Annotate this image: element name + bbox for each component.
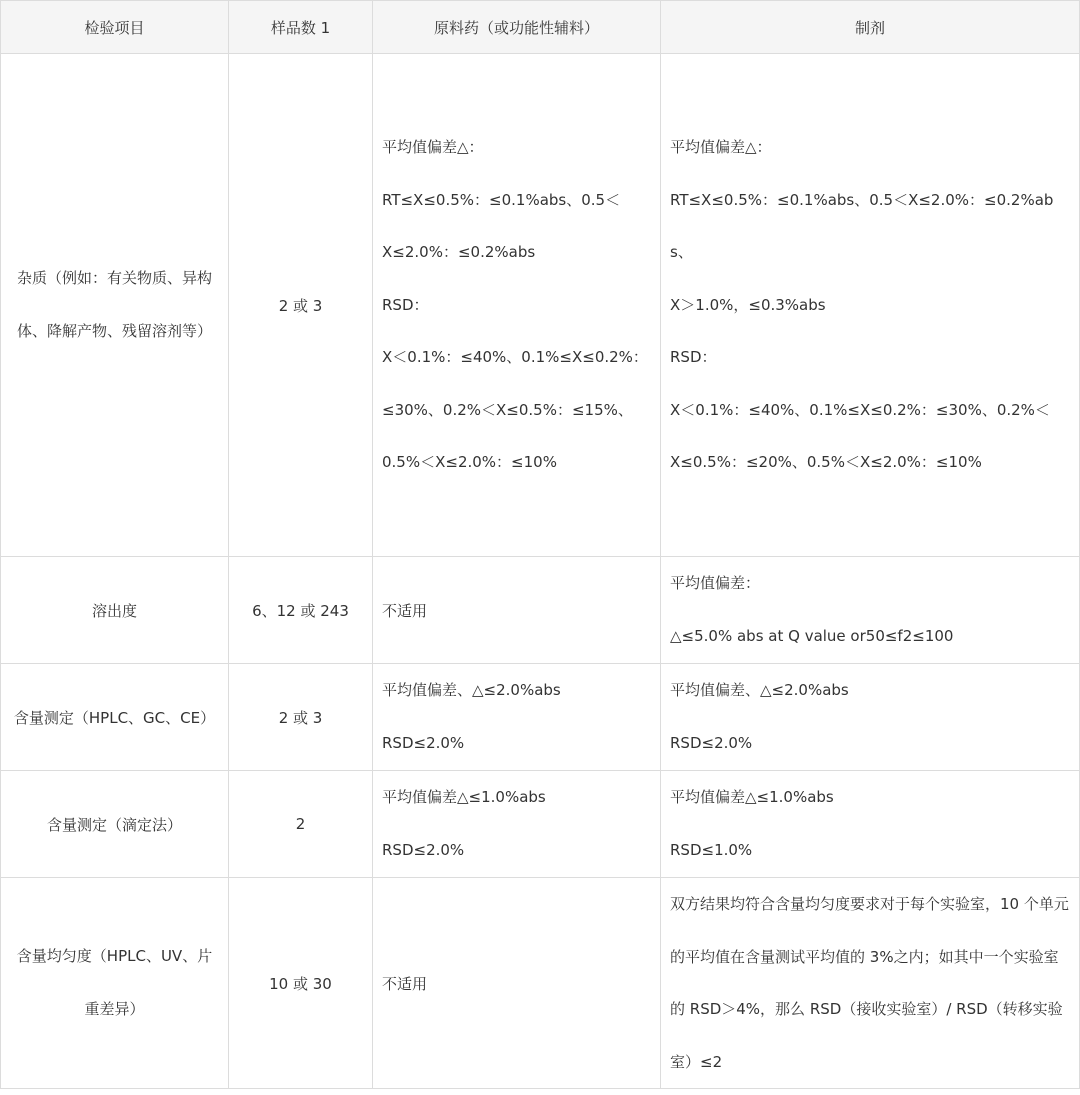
cell-line: RSD≤2.0% — [382, 841, 465, 859]
cell-product-criteria — [661, 664, 1080, 771]
cell-line: 的 RSD＞4%，那么 RSD（接收实验室）/ RSD（转移实验 — [670, 1000, 1063, 1018]
cell-sample-count: 2 或 3 — [229, 664, 373, 771]
cell-product-criteria — [661, 54, 1080, 557]
cell-test-item: 溶出度 — [1, 557, 229, 664]
cell-line: 杂质（例如：有关物质、异构 — [16, 269, 212, 287]
cell-line: 平均值偏差、△≤2.0%abs — [382, 681, 561, 699]
header-test-item: 检验项目 — [1, 1, 229, 54]
cell-line: RT≤X≤0.5%：≤0.1%abs、0.5＜ — [382, 190, 621, 209]
cell-sample-count: 6、12 或 243 — [229, 557, 373, 664]
cell-test-item: 含量测定（滴定法） — [1, 771, 229, 878]
table-row — [1, 664, 1080, 771]
cell-sample-count: 10 或 30 — [229, 878, 373, 1089]
table-row — [1, 54, 1080, 557]
cell-line: 0.5%＜X≤2.0%：≤10% — [382, 453, 557, 472]
cell-line: RSD： — [382, 295, 429, 314]
cell-line: X≤2.0%：≤0.2%abs — [382, 243, 536, 262]
cell-line: 平均值偏差△： — [670, 138, 772, 157]
cell-line: 重差异） — [84, 1000, 145, 1018]
cell-api-criteria — [373, 771, 661, 878]
cell-line: X＜0.1%：≤40%、0.1%≤X≤0.2%：≤30%、0.2%＜ — [670, 400, 1050, 419]
header-api: 原料药（或功能性辅料） — [373, 1, 661, 54]
table-row — [1, 557, 1080, 664]
cell-test-item: 含量测定（HPLC、GC、CE） — [1, 664, 229, 771]
cell-line: 平均值偏差、△≤2.0%abs — [670, 681, 849, 699]
cell-sample-count: 2 或 3 — [229, 54, 373, 557]
cell-line: △≤5.0% abs at Q value or50≤f2≤100 — [670, 627, 954, 645]
cell-line: 体、降解产物、残留溶剂等） — [16, 322, 212, 340]
cell-line: 双方结果均符合含量均匀度要求对于每个实验室，10 个单元 — [670, 895, 1069, 913]
cell-line: 平均值偏差△： — [382, 138, 484, 157]
cell-line: ≤30%、0.2%＜X≤0.5%：≤15%、 — [382, 400, 633, 419]
cell-line: 室）≤2 — [670, 1052, 723, 1071]
cell-sample-count: 2 — [229, 771, 373, 878]
header-product: 制剂 — [661, 1, 1080, 54]
table-row — [1, 878, 1080, 1089]
cell-line: X≤0.5%：≤20%、0.5%＜X≤2.0%：≤10% — [670, 453, 982, 472]
cell-line: 平均值偏差： — [670, 574, 761, 592]
cell-test-item — [1, 54, 229, 557]
header-row — [1, 1, 1080, 54]
cell-line: RSD≤2.0% — [382, 734, 465, 752]
cell-api-criteria — [373, 54, 661, 557]
cell-product-criteria — [661, 878, 1080, 1089]
cell-product-criteria — [661, 557, 1080, 664]
table-header — [1, 1, 1080, 54]
cell-line: X＞1.0%，≤0.3%abs — [670, 295, 826, 314]
cell-api-criteria — [373, 664, 661, 771]
cell-line: RSD≤1.0% — [670, 841, 753, 859]
table-row — [1, 771, 1080, 878]
cell-api-criteria: 不适用 — [373, 557, 661, 664]
cell-line: RSD≤2.0% — [670, 734, 753, 752]
cell-line: 平均值偏差△≤1.0%abs — [670, 788, 834, 806]
table-body — [1, 54, 1080, 1089]
cell-test-item — [1, 878, 229, 1089]
cell-line: 的平均值在含量测试平均值的 3%之内；如其中一个实验室 — [670, 947, 1059, 966]
cell-line: RSD： — [670, 348, 717, 367]
cell-line: 含量均匀度（HPLC、UV、片 — [16, 947, 213, 965]
cell-line: X＜0.1%：≤40%、0.1%≤X≤0.2%： — [382, 348, 648, 367]
cell-product-criteria — [661, 771, 1080, 878]
cell-line: RT≤X≤0.5%：≤0.1%abs、0.5＜X≤2.0%：≤0.2%abs、 — [670, 190, 1054, 262]
cell-api-criteria: 不适用 — [373, 878, 661, 1089]
header-sample-count: 样品数 1 — [229, 1, 373, 54]
cell-line: 平均值偏差△≤1.0%abs — [382, 788, 546, 806]
